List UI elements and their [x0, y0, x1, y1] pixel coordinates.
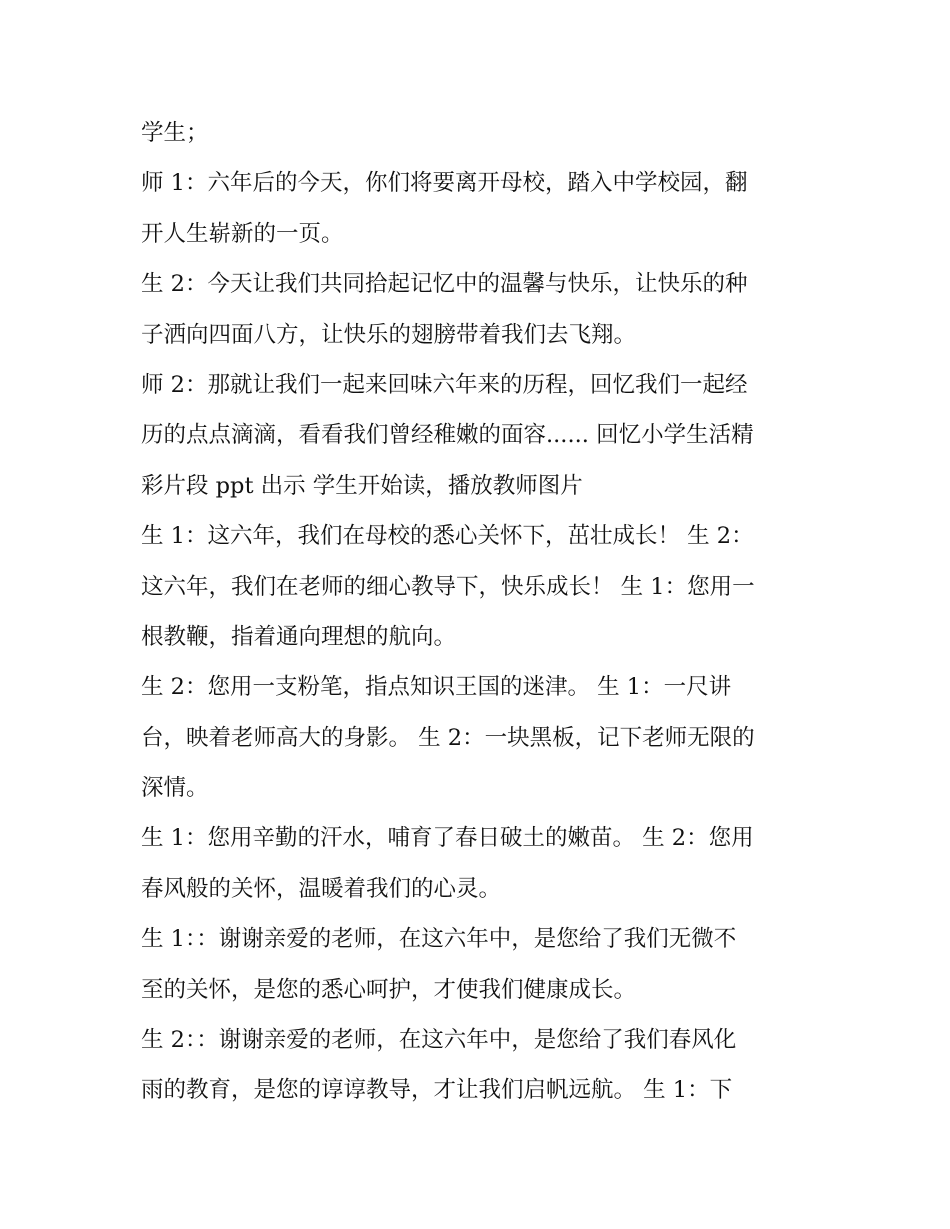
text-line: 子洒向四面八方，让快乐的翅膀带着我们去飞翔。	[141, 321, 637, 348]
text-line: 开人生崭新的一页。	[141, 220, 344, 247]
text-line: 师 2：那就让我们一起来回味六年来的历程，回忆我们一起经	[141, 371, 748, 398]
text-line: 历的点点滴滴，看看我们曾经稚嫩的面容...... 回忆小学生活精	[141, 422, 754, 449]
text-line: 生 1：这六年，我们在母校的悉心关怀下，茁壮成长！ 生 2：	[141, 523, 754, 550]
text-line: 生 2：：谢谢亲爱的老师，在这六年中，是您给了我们春风化	[141, 1027, 737, 1054]
text-line: 学生；	[141, 120, 209, 146]
text-line: 雨的教育，是您的谆谆教导，才让我们启帆远航。 生 1：下	[141, 1077, 733, 1104]
text-line: 至的关怀，是您的悉心呵护，才使我们健康成长。	[141, 976, 637, 1003]
text-line: 这六年，我们在老师的细心教导下，快乐成长！ 生 1：您用一	[141, 573, 755, 600]
text-line: 生 2：今天让我们共同拾起记忆中的温馨与快乐，让快乐的种	[141, 271, 748, 298]
text-line: 彩片段 ppt 出示 学生开始读，播放教师图片	[141, 472, 583, 499]
text-line: 师 1：六年后的今天，你们将要离开母校，踏入中学校园，翻	[141, 170, 748, 197]
text-line: 生 2：您用一支粉笔，指点知识王国的迷津。 生 1：一尺讲	[141, 674, 732, 701]
text-line: 生 1：：谢谢亲爱的老师，在这六年中，是您给了我们无微不	[141, 926, 737, 953]
text-line: 春风般的关怀，温暖着我们的心灵。	[141, 875, 502, 902]
text-line: 台，映着老师高大的身影。 生 2：一块黑板，记下老师无限的	[141, 724, 755, 751]
text-line: 生 1：您用辛勤的汗水，哺育了春日破土的嫩苗。 生 2：您用	[141, 825, 754, 852]
document-body	[141, 108, 821, 1116]
text-line: 深情。	[141, 775, 209, 802]
text-line: 根教鞭，指着通向理想的航向。	[141, 623, 457, 650]
